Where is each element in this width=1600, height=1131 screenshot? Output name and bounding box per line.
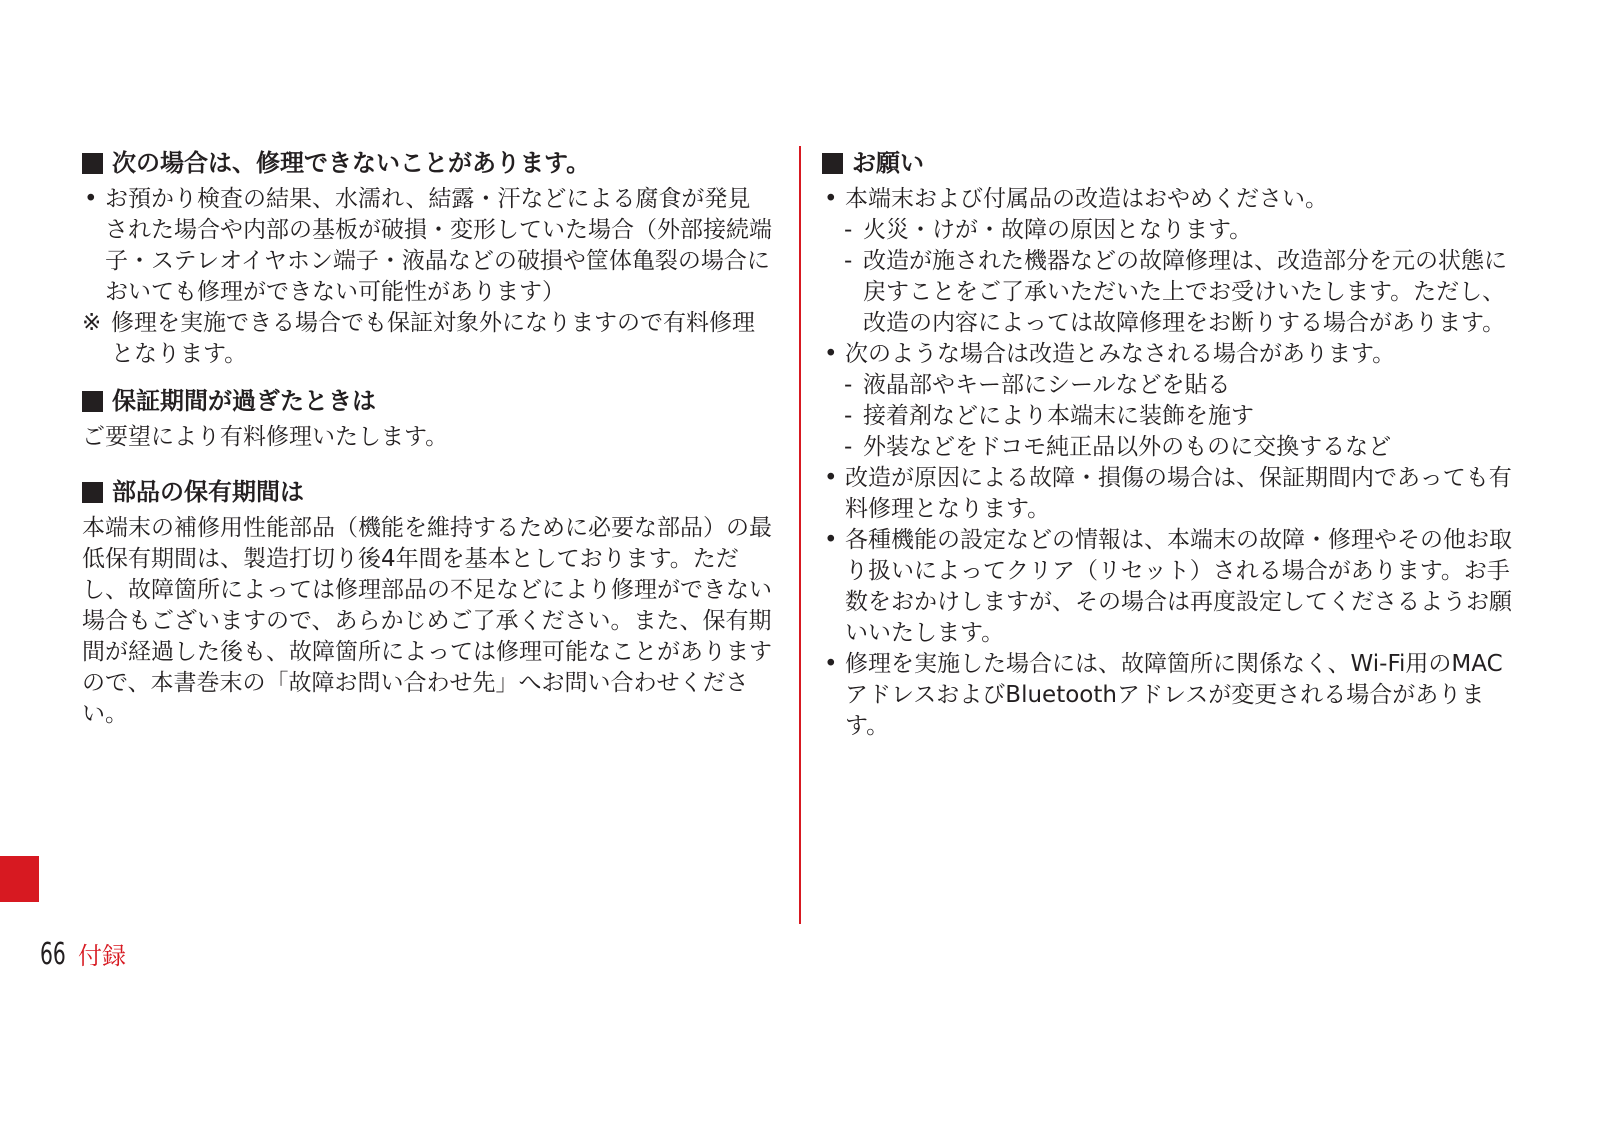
paragraph: 本端末の補修用性能部品（機能を維持するために必要な部品）の最低保有期間は、製造打切り後4年間を基本としております。ただし、故障箇所によっては修理部品の不足などにより修理ができない場合もございますので、あらかじめご了承ください。また、保有期間が経過した後も、故障箇所によっては修理可能なことがありますので、本書巻末の「故障お問い合わせ先」へお問い合わせください。 bbox=[82, 515, 772, 727]
note-item bbox=[82, 308, 772, 370]
bullet-item: • お預かり検査の結果、水濡れ、結露・汗などによる腐食が発見された場合や内部の基板が破損・変形していた場合（外部接続端子・ステレオイヤホン端子・液晶などの破損や筐体亀裂の場合においても修理ができない可能性があります） bbox=[82, 184, 772, 308]
sub-item-text: 改造が施された機器などの故障修理は、改造部分を元の状態に戻すことをご了承いただいた上でお受けいたします。ただし、改造の内容によっては故障修理をお断りする場合があります。 bbox=[863, 248, 1507, 336]
sub-item-text: 外装などをドコモ純正品以外のものに交換するなど bbox=[863, 434, 1392, 460]
heading-text: 保証期間が過ぎたときは bbox=[112, 387, 376, 415]
dash-mark: - bbox=[844, 372, 853, 398]
section-heading-parts-retention bbox=[82, 475, 772, 509]
square-bullet-icon bbox=[82, 391, 103, 412]
paragraph: ご要望により有料修理いたします。 bbox=[82, 424, 449, 450]
dash-mark: - bbox=[844, 434, 853, 460]
bullet-item: • 本端末および付属品の改造はおやめください。 bbox=[822, 184, 1512, 215]
bullet-item: • 各種機能の設定などの情報は、本端末の故障・修理やその他お取り扱いによってクリア（リセット）される場合があります。お手数をおかけしますが、その場合は再度設定してくださるようお願いいたします。 bbox=[822, 525, 1512, 649]
heading-text: 部品の保有期間は bbox=[112, 478, 304, 506]
square-bullet-icon bbox=[82, 153, 103, 174]
sub-item bbox=[822, 215, 1512, 246]
section-label: 付録 bbox=[78, 942, 126, 970]
square-bullet-icon bbox=[822, 153, 843, 174]
page-footer bbox=[40, 936, 126, 972]
left-column bbox=[82, 146, 772, 738]
right-column bbox=[822, 146, 1512, 742]
sub-item bbox=[822, 246, 1512, 339]
bullet-item: • 改造が原因による故障・損傷の場合は、保証期間内であっても有料修理となります。 bbox=[822, 463, 1512, 525]
sub-item-text: 液晶部やキー部にシールなどを貼る bbox=[863, 372, 1231, 398]
square-bullet-icon bbox=[82, 482, 103, 503]
sub-item bbox=[822, 432, 1512, 463]
dash-mark: - bbox=[844, 217, 853, 243]
sub-item bbox=[822, 370, 1512, 401]
chapter-tab-marker bbox=[0, 856, 39, 902]
sub-item-text: 火災・けが・故障の原因となります。 bbox=[863, 217, 1253, 243]
dash-mark: - bbox=[844, 403, 853, 429]
bullet-item: • 次のような場合は改造とみなされる場合があります。 bbox=[822, 339, 1512, 370]
bullet-item: • 修理を実施した場合には、故障箇所に関係なく、Wi-Fi用のMACアドレスおよびBluetoothアドレスが変更される場合があります。 bbox=[822, 649, 1512, 742]
heading-text: 次の場合は、修理できないことがあります。 bbox=[112, 149, 591, 177]
sub-item bbox=[822, 401, 1512, 432]
section-heading-warranty-expired bbox=[82, 384, 772, 418]
note-text: 修理を実施できる場合でも保証対象外になりますので有料修理となります。 bbox=[111, 310, 755, 367]
heading-text: お願い bbox=[852, 149, 924, 177]
page-number: 66 bbox=[40, 937, 66, 972]
section-heading-not-repairable bbox=[82, 146, 772, 180]
sub-item-text: 接着剤などにより本端末に装飾を施す bbox=[863, 403, 1254, 429]
reference-mark: ※ bbox=[82, 310, 102, 336]
section-heading-request bbox=[822, 146, 1512, 180]
dash-mark: - bbox=[844, 248, 853, 274]
column-divider bbox=[799, 146, 801, 924]
